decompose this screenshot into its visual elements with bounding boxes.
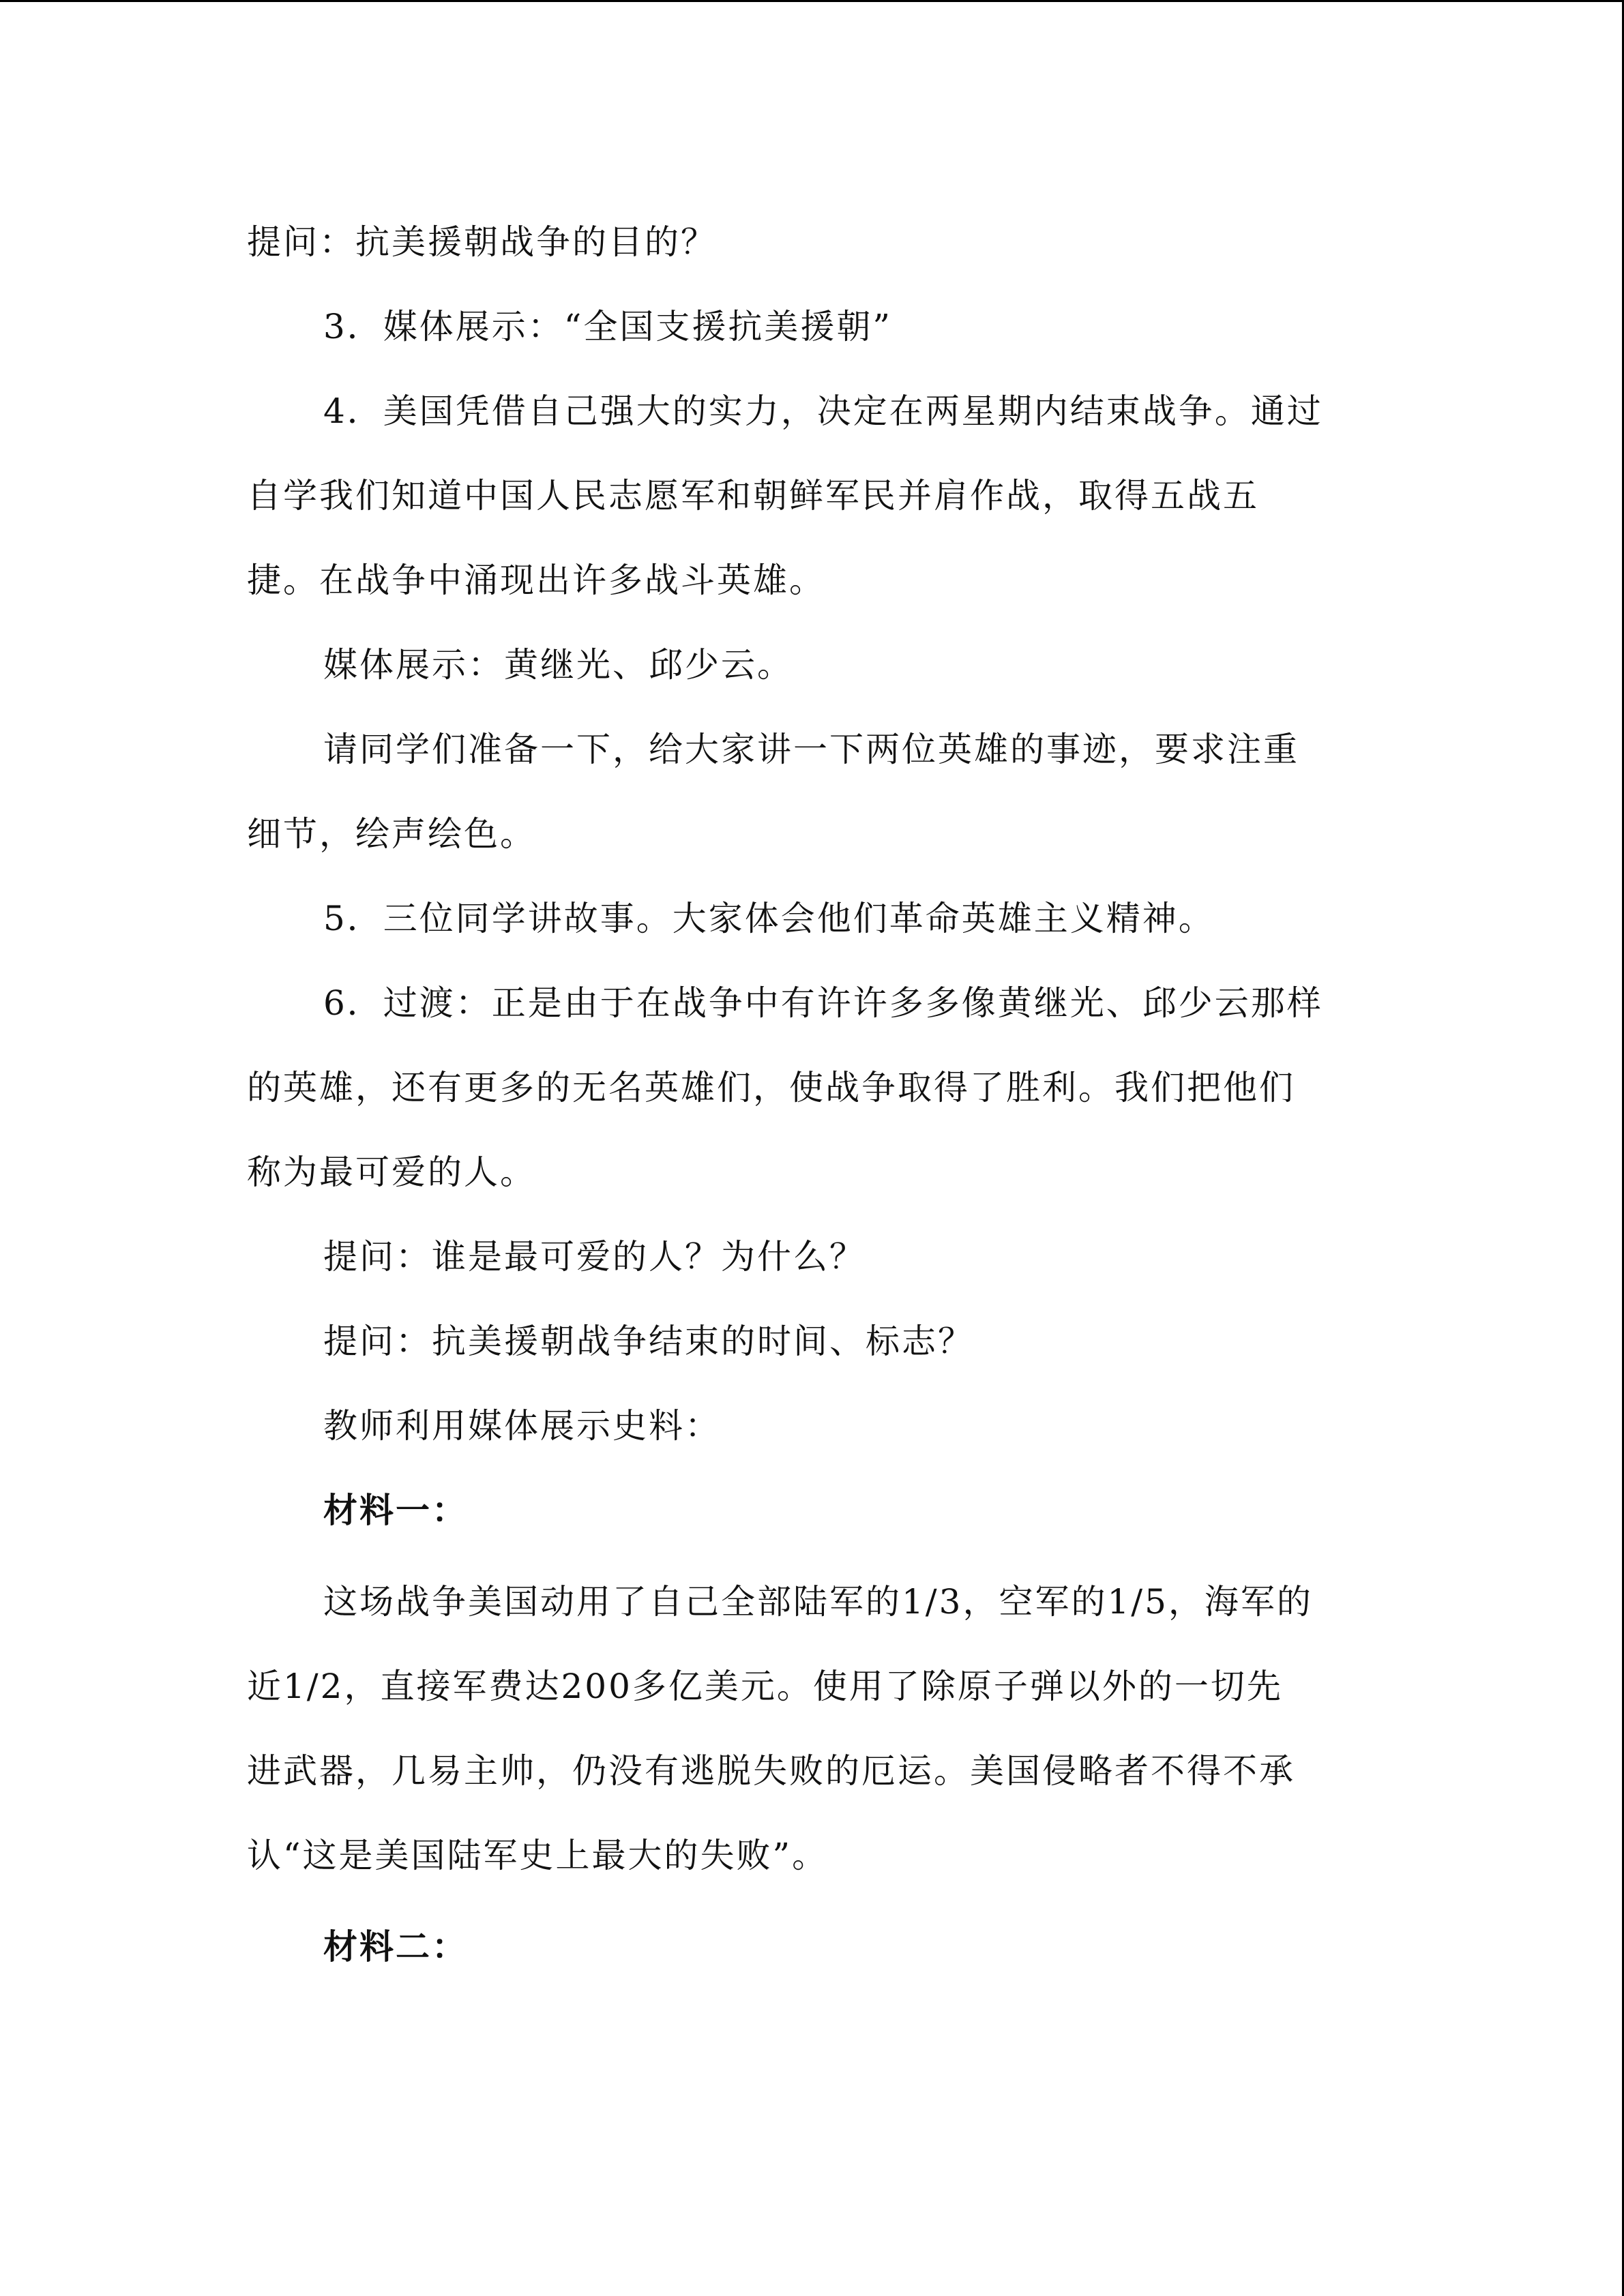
paragraph-6-line-3: 称为最可爱的人。: [247, 1152, 536, 1192]
paragraph-4-line-2: 自学我们知道中国人民志愿军和朝鲜军民并肩作战，取得五战五: [247, 476, 1259, 516]
material-one-line-4: 认“这是美国陆军史上最大的失败”。: [247, 1836, 829, 1875]
question-end-line: 提问：抗美援朝战争结束的时间、标志？: [323, 1322, 974, 1361]
media-support-line: 3．媒体展示：“全国支援抗美援朝”: [323, 307, 892, 346]
paragraph-4-line-3: 捷。在战争中涌现出许多战斗英雄。: [247, 561, 825, 600]
teacher-media-line: 教师利用媒体展示史料：: [323, 1406, 721, 1446]
media-heroes-line: 媒体展示：黄继光、邱少云。: [323, 645, 793, 685]
students-prepare-line-1: 请同学们准备一下，给大家讲一下两位英雄的事迹，要求注重: [323, 730, 1299, 769]
material-one-line-2: 近1/2，直接军费达200多亿美元。使用了除原子弹以外的一切先: [247, 1667, 1283, 1706]
question-purpose-line: 提问：抗美援朝战争的目的？: [247, 222, 717, 262]
paragraph-5-line: 5．三位同学讲故事。大家体会他们革命英雄主义精神。: [323, 899, 1215, 938]
material-one-line-3: 进武器，几易主帅，仍没有逃脱失败的厄运。美国侵略者不得不承: [247, 1751, 1295, 1791]
paragraph-6-line-2: 的英雄，还有更多的无名英雄们，使战争取得了胜利。我们把他们: [247, 1068, 1295, 1107]
material-two-heading: 材料二：: [323, 1926, 468, 1967]
paragraph-4-line-1: 4．美国凭借自己强大的实力，决定在两星期内结束战争。通过: [323, 391, 1323, 431]
material-one-heading: 材料一：: [323, 1490, 468, 1530]
material-one-line-1: 这场战争美国动用了自己全部陆军的1/3，空军的1/5，海军的: [323, 1582, 1313, 1622]
paragraph-6-line-1: 6．过渡：正是由于在战争中有许许多多像黄继光、邱少云那样: [323, 983, 1323, 1023]
question-cutest-line: 提问：谁是最可爱的人？为什么？: [323, 1237, 866, 1277]
students-prepare-line-2: 细节，绘声绘色。: [247, 814, 536, 854]
